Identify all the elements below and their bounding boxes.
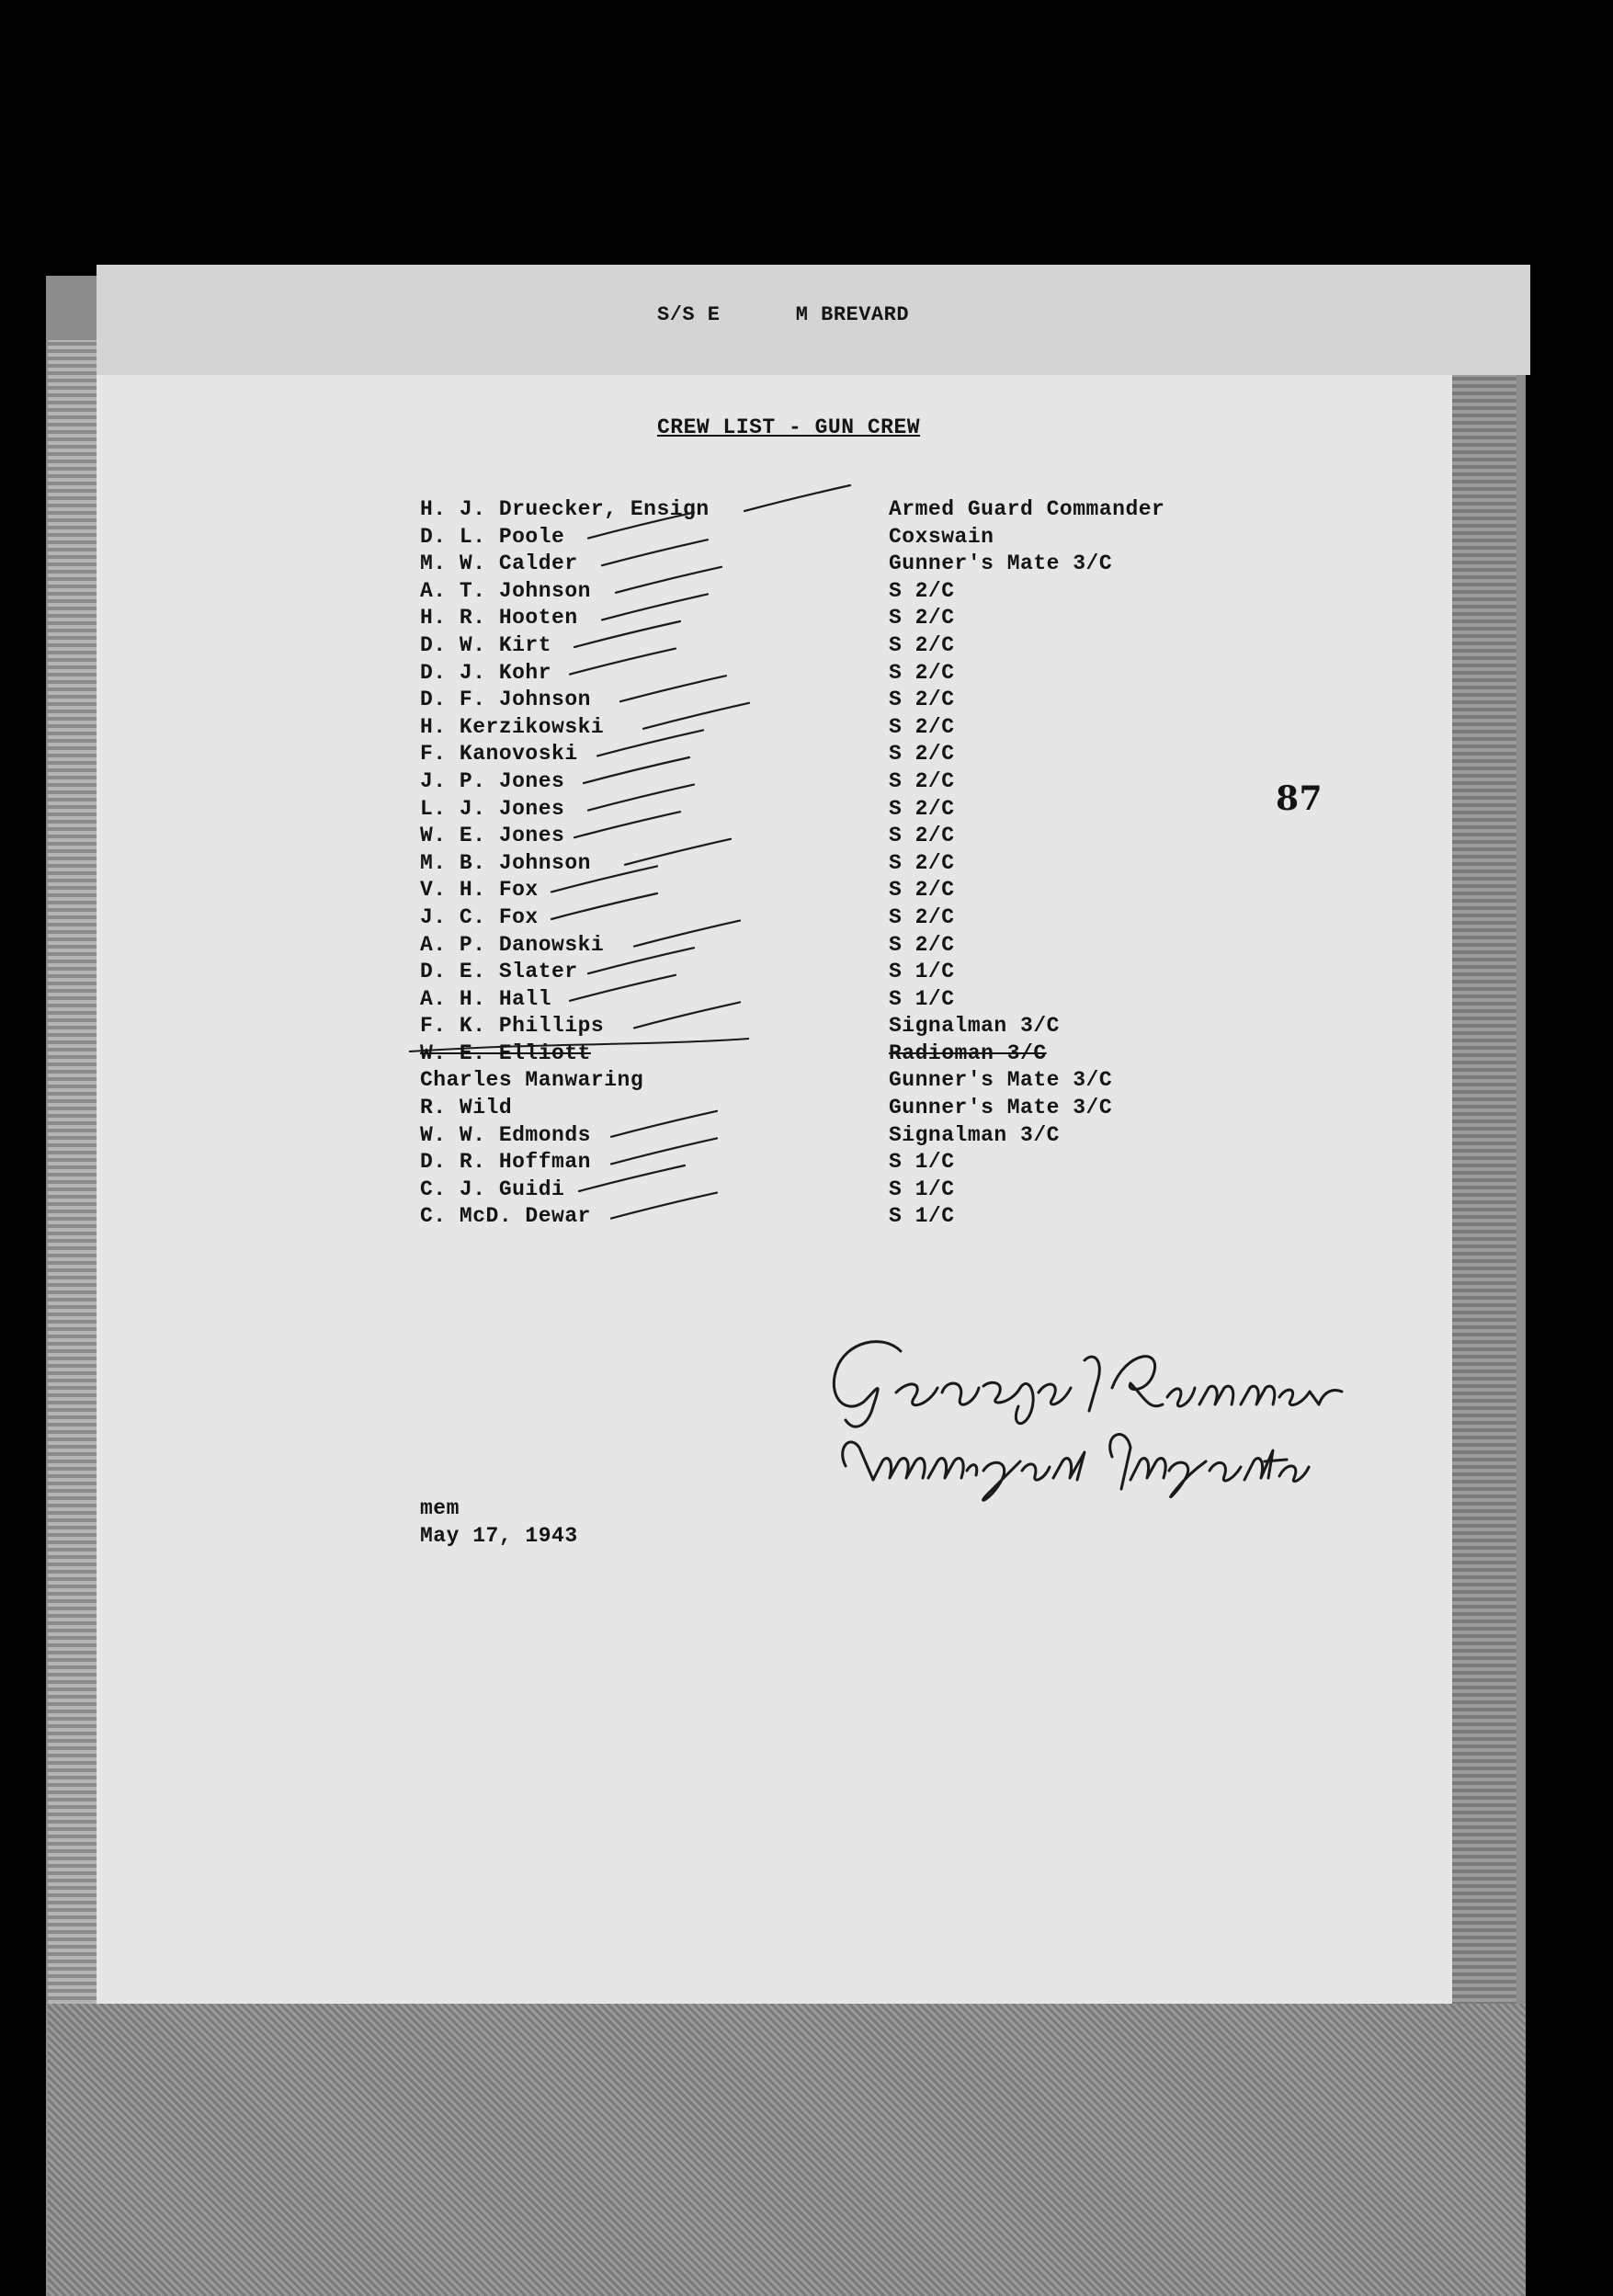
crew-name: D. J. Kohr — [420, 660, 552, 685]
crew-rating: S 1/C — [889, 1176, 955, 1201]
crew-rating: S 2/C — [889, 824, 955, 848]
crew-rating: S 1/C — [889, 960, 955, 984]
crew-rating: S 2/C — [889, 878, 955, 903]
crew-rating: Gunner's Mate 3/C — [889, 551, 1113, 576]
crew-rating: S 2/C — [889, 932, 955, 957]
crew-name: D. R. Hoffman — [420, 1150, 591, 1175]
crew-rating: S 1/C — [889, 986, 955, 1011]
crew-name: H. J. Druecker, Ensign — [420, 497, 710, 521]
crew-name: F. K. Phillips — [420, 1014, 605, 1039]
crew-rating: Gunner's Mate 3/C — [889, 1096, 1113, 1120]
crew-name: J. P. Jones — [420, 768, 565, 793]
crew-rating: S 2/C — [889, 632, 955, 657]
crew-names-column — [420, 496, 710, 1231]
crew-rating: S 2/C — [889, 660, 955, 685]
document-title: CREW LIST - GUN CREW — [657, 415, 921, 439]
crew-name: H. R. Hooten — [420, 606, 578, 631]
crew-rating: Gunner's Mate 3/C — [889, 1068, 1113, 1093]
page-number: 87 — [1276, 779, 1323, 818]
paper-edge-left — [48, 340, 103, 2004]
crew-rating: S 2/C — [889, 904, 955, 929]
crew-rating: Signalman 3/C — [889, 1014, 1060, 1039]
crew-rating: Coxswain — [889, 524, 994, 549]
crew-rating: Signalman 3/C — [889, 1122, 1060, 1147]
crew-rating: S 2/C — [889, 850, 955, 875]
crew-name: H. Kerzikowski — [420, 714, 605, 739]
crew-name: W. E. Elliott — [420, 1040, 591, 1065]
crew-rating: S 2/C — [889, 796, 955, 821]
crew-name: Charles Manwaring — [420, 1068, 644, 1093]
crew-name: R. Wild — [420, 1096, 513, 1120]
crew-name: V. H. Fox — [420, 878, 539, 903]
crew-name: A. P. Danowski — [420, 932, 605, 957]
crew-rating: S 2/C — [889, 578, 955, 603]
crew-name: D. L. Poole — [420, 524, 565, 549]
document-date: May 17, 1943 — [420, 1524, 578, 1548]
paper-edge-bottom — [48, 2004, 1526, 2296]
crew-name: A. H. Hall — [420, 986, 552, 1011]
crew-name: C. J. Guidi — [420, 1176, 565, 1201]
crew-rating: S 2/C — [889, 714, 955, 739]
crew-rating: S 2/C — [889, 742, 955, 767]
crew-rating: S 1/C — [889, 1204, 955, 1229]
paper-edge-right — [1452, 303, 1516, 2031]
crew-name: M. W. Calder — [420, 551, 578, 576]
crew-name: M. B. Johnson — [420, 850, 591, 875]
crew-ratings-column — [889, 496, 1164, 1231]
crew-rating: S 1/C — [889, 1150, 955, 1175]
crew-name: C. McD. Dewar — [420, 1204, 591, 1229]
signature-handwritten — [809, 1296, 1360, 1517]
paper-page — [97, 265, 1452, 2039]
crew-name: F. Kanovoski — [420, 742, 578, 767]
crew-name: D. E. Slater — [420, 960, 578, 984]
crew-name: J. C. Fox — [420, 904, 539, 929]
crew-rating: S 2/C — [889, 688, 955, 712]
crew-name: D. W. Kirt — [420, 632, 552, 657]
crew-rating: Radioman 3/C — [889, 1040, 1047, 1065]
crew-rating: Armed Guard Commander — [889, 497, 1165, 521]
crew-name: W. E. Jones — [420, 824, 565, 848]
crew-rating: S 2/C — [889, 606, 955, 631]
crew-name: A. T. Johnson — [420, 578, 591, 603]
crew-name: W. W. Edmonds — [420, 1122, 591, 1147]
crew-name: L. J. Jones — [420, 796, 565, 821]
crew-name: D. F. Johnson — [420, 688, 591, 712]
ship-name: S/S E M BREVARD — [657, 303, 910, 326]
typist-initials: mem — [420, 1496, 460, 1520]
crew-rating: S 2/C — [889, 768, 955, 793]
